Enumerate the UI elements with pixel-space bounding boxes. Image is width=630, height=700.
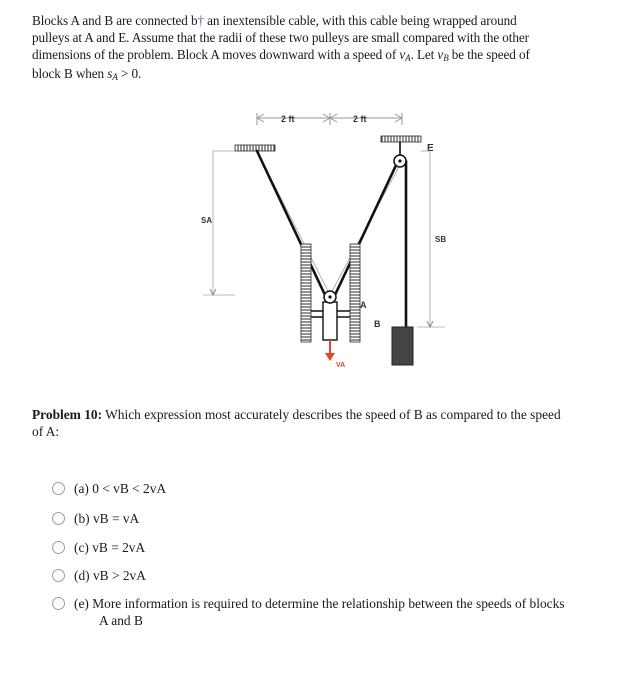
option-a-expr: 0 < vB < 2vA: [92, 481, 167, 496]
label-A: A: [360, 300, 367, 310]
intro-line-1: Blocks A and B are connected b† an inextensible cable, with this cable being wrapped around: [32, 13, 517, 28]
problem-description: [32, 13, 624, 86]
label-sB: SB: [435, 235, 447, 244]
measure-arrows: [210, 289, 433, 327]
question-line-2: of A:: [32, 424, 60, 439]
dimension-line: [257, 113, 402, 125]
option-e-line-2: A and B: [99, 613, 143, 628]
option-d-expr: vB > 2vA: [92, 568, 146, 583]
option-b-expr: vB = vA: [92, 511, 140, 526]
intro-line-2: pulleys at A and E. Assume that the radii of these two pulleys are small compared with the other: [32, 29, 529, 45]
dim-label-left: 2 ft: [281, 114, 295, 124]
pulley-diagram: [195, 105, 455, 370]
block-B: [392, 327, 413, 365]
question: [32, 406, 628, 440]
intro-line-4: block B when $s_A > 0$.: [32, 66, 142, 83]
ceiling-left: [235, 145, 275, 151]
ceiling-right: [381, 136, 421, 142]
option-e-key: (e): [74, 596, 89, 611]
option-a-radio[interactable]: [52, 482, 65, 495]
option-d-key: (d): [74, 568, 90, 583]
option-c-radio[interactable]: [52, 541, 65, 554]
velocity-arrow: [325, 340, 335, 361]
option-d-radio[interactable]: [52, 569, 65, 582]
option-b-radio[interactable]: [52, 512, 65, 525]
option-c-expr: vB = 2vA: [92, 540, 146, 555]
intro-line-3: dimensions of the problem. Block A moves downward with a speed of $v_A$. Let $v_B$ be the speed of: [32, 46, 530, 63]
option-e-radio[interactable]: [52, 597, 65, 610]
option-b-key: (b): [74, 511, 90, 526]
label-sA: SA: [201, 216, 213, 225]
dim-label-right: 2 ft: [353, 114, 367, 124]
question-line-1: Problem 10: Which expression most accurately describes the speed of B as compared to the speed: [32, 407, 561, 422]
option-a-key: (a): [74, 481, 89, 496]
label-vA: VA: [336, 362, 346, 369]
label-B: B: [374, 319, 381, 329]
option-c-key: (c): [74, 540, 89, 555]
label-E: E: [427, 143, 434, 154]
option-e-line-1: More information is required to determine the relationship between the speeds of blocks: [92, 596, 565, 611]
